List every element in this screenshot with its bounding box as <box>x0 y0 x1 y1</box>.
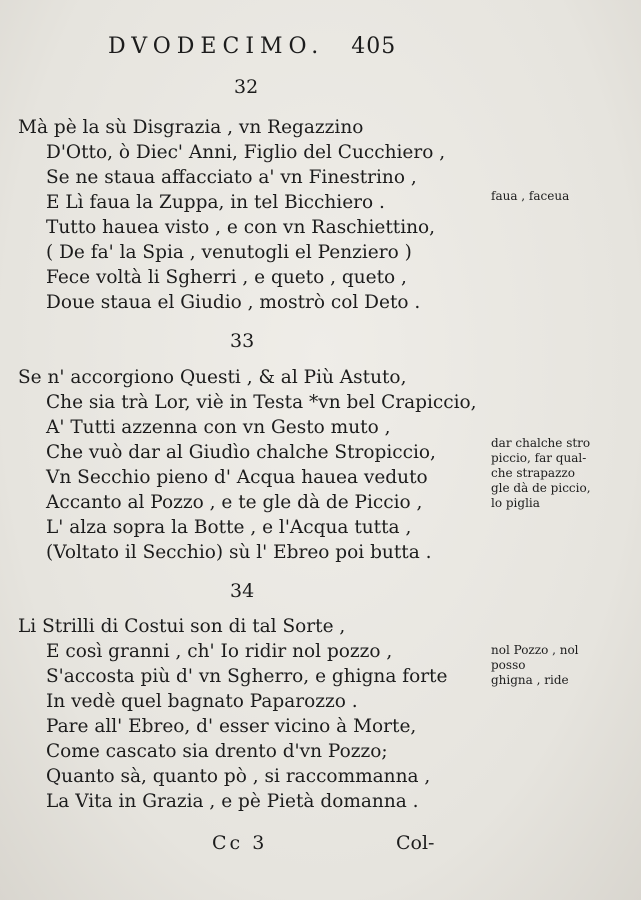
gloss-line: faua , faceua <box>491 189 570 203</box>
verse-line: ( De fa' la Spia , venutogli el Penziero ) <box>46 242 412 263</box>
stanza-34 <box>0 614 447 814</box>
gloss-line: dar chalche stro <box>491 436 591 450</box>
gloss-line: posso <box>491 658 526 672</box>
gloss-line: piccio, far qual- <box>491 451 587 465</box>
verse-line: In vedè quel bagnato Paparozzo . <box>46 691 358 712</box>
marginal-gloss <box>491 436 591 511</box>
catchword: Col- <box>396 832 435 854</box>
verse-line: Vn Secchio pieno d' Acqua hauea veduto <box>46 467 428 488</box>
running-header <box>108 34 396 59</box>
gloss-line: gle dà de piccio, <box>491 481 591 495</box>
verse-line: Tutto hauea visto , e con vn Raschiettino, <box>46 217 436 238</box>
verse-line: E così granni , ch' Io ridir nol pozzo , <box>46 641 393 662</box>
gloss-line: ghigna , ride <box>491 673 569 687</box>
verse-line: (Voltato il Secchio) sù l' Ebreo poi butta . <box>46 542 432 563</box>
gloss-line: lo piglia <box>491 496 540 510</box>
marginal-gloss <box>491 643 579 688</box>
verse-line: A' Tutti azzenna con vn Gesto muto , <box>46 417 391 438</box>
verse-line: E Lì faua la Zuppa, in tel Bicchiero . <box>46 192 385 213</box>
verse-line: Che sia trà Lor, viè in Testa *vn bel Crapiccio, <box>46 392 477 413</box>
verse-line: Pare all' Ebreo, d' esser vicino à Morte, <box>46 716 417 737</box>
verse-line: Come cascato sia drento d'vn Pozzo; <box>46 741 388 762</box>
signature-mark: Cc 3 <box>212 832 268 854</box>
page-number: 405 <box>351 34 397 59</box>
verse-line: Doue staua el Giudio , mostrò col Deto . <box>46 292 421 313</box>
stanza-number: 32 <box>234 76 259 98</box>
stanza-32 <box>0 115 445 315</box>
verse-line: Accanto al Pozzo , e te gle dà de Piccio , <box>46 492 423 513</box>
verse-line: S'accosta più d' vn Sgherro, e ghigna forte <box>46 666 448 687</box>
verse-line: Che vuò dar al Giudìo chalche Stropiccio, <box>46 442 436 463</box>
verse-line: D'Otto, ò Diec' Anni, Figlio del Cucchiero , <box>46 142 446 163</box>
verse-line: Fece voltà li Sgherri , e queto , queto , <box>46 267 407 288</box>
gloss-line: nol Pozzo , nol <box>491 643 579 657</box>
gloss-line: che strapazzo <box>491 466 575 480</box>
verse-line: Se ne staua affacciato a' vn Finestrino , <box>46 167 417 188</box>
verse-line: Mà pè la sù Disgrazia , vn Regazzino <box>18 117 364 138</box>
running-title: DVODECIMO. <box>108 34 325 59</box>
verse-line: Se n' accorgiono Questi , & al Più Astuto, <box>18 367 407 388</box>
stanza-number: 33 <box>230 330 255 352</box>
marginal-gloss <box>491 189 569 204</box>
verse-line: Li Strilli di Costui son di tal Sorte , <box>18 616 346 637</box>
stanza-33 <box>0 365 477 565</box>
verse-line: L' alza sopra la Botte , e l'Acqua tutta , <box>46 517 412 538</box>
verse-line: La Vita in Grazia , e pè Pietà domanna . <box>46 791 419 812</box>
stanza-number: 34 <box>230 580 255 602</box>
verse-line: Quanto sà, quanto pò , si raccommanna , <box>46 766 431 787</box>
